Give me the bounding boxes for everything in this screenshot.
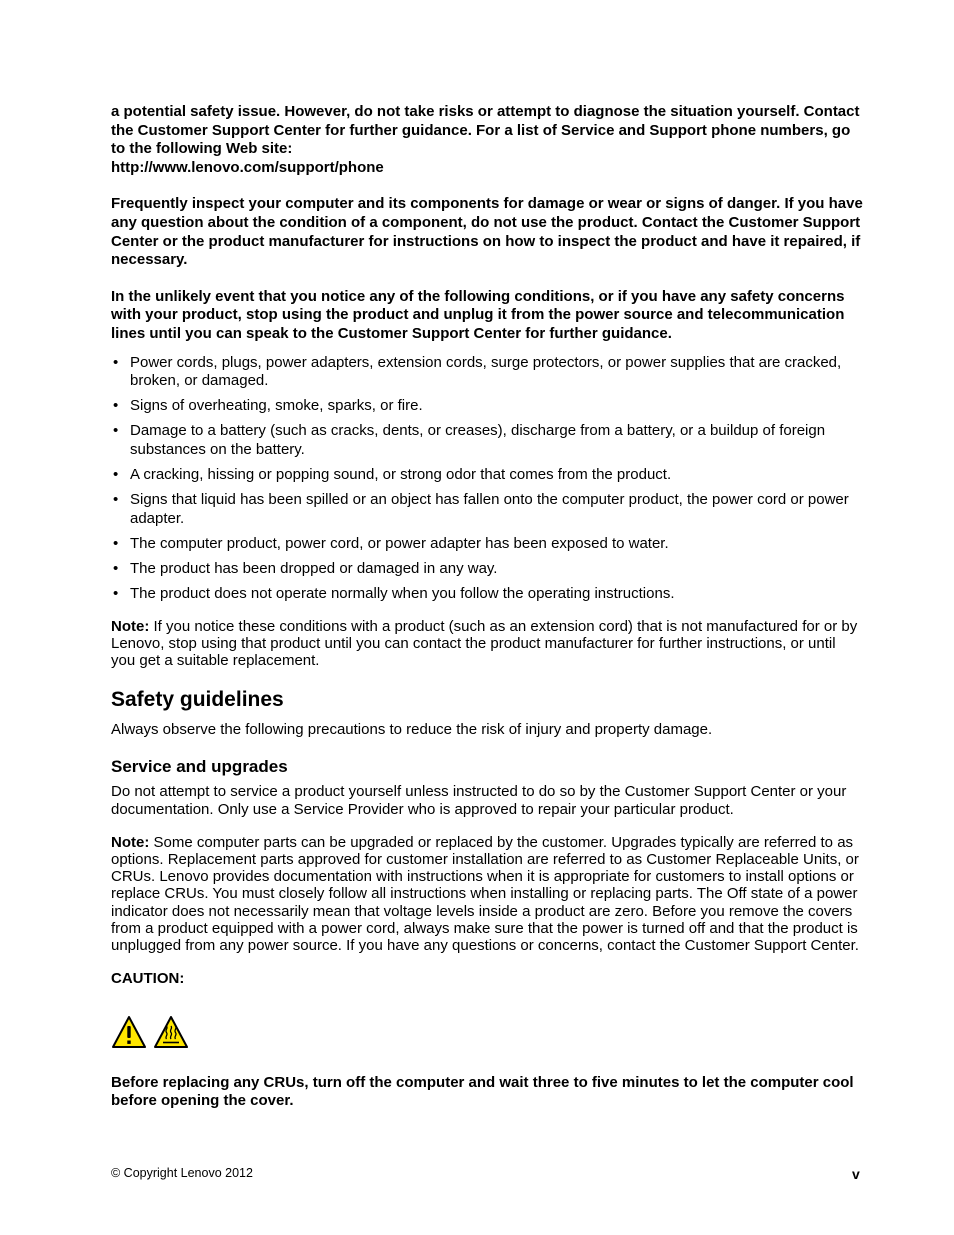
support-text: a potential safety issue. However, do not take risks or attempt to diagnose the situation yourself. Contact the Customer Support Center for further guidance. For a list of Service and Support phone numbers, go to the following Web site: [111, 103, 860, 158]
heading-service-upgrades: Service and upgrades [111, 757, 288, 777]
conditions-list [111, 354, 863, 604]
note-text: Some computer parts can be upgraded or replaced by the customer. Upgrades typically are referred to as options. Replacement parts approved for customer installation are referred to as Customer Replaceable Units, or CRUs. Lenovo provides documentation with instructions when it is appropriate for customers to install options or replace CRUs. You must closely follow all instructions when installing or replacing parts. The Off state of a power indicator does not necessarily mean that voltage levels inside a product are zero. Before you remove the covers from a product equipped with a power cord, always make sure that the power is turned off and that the product is unplugged from any power source. If you have any questions or concerns, contact the Customer Support Center. [111, 833, 859, 954]
inspect-paragraph: Frequently inspect your computer and its components for damage or wear or signs of danger. If you have any question about the condition of a component, do not use the product. Contact the Customer Support Center or the product manufacturer for instructions on how to inspect the product and have it repaired, if necessary. [111, 195, 863, 269]
list-item: • The product does not operate normally when you follow the operating instructions. [113, 584, 675, 602]
caution-label: CAUTION: [111, 970, 185, 988]
bullet-icon: • [113, 534, 119, 552]
page-content [111, 103, 863, 1111]
note-conditions [111, 618, 863, 670]
bullet-icon: • [113, 491, 119, 509]
list-item: • Power cords, plugs, power adapters, extension cords, surge protectors, or power supplies that are cracked, broken, or damaged. [113, 353, 842, 390]
warning-triangle-icon [111, 1015, 147, 1049]
bullet-icon: • [113, 397, 119, 415]
page-number: v [852, 1166, 860, 1182]
bullet-icon: • [113, 353, 119, 371]
service-paragraph: Do not attempt to service a product yourself unless instructed to do so by the Customer Support Center or your documentation. Only use a Service Provider who is approved to repair your particular product. [111, 783, 847, 818]
note-label: Note: [111, 833, 150, 851]
caution-text: Before replacing any CRUs, turn off the computer and wait three to five minutes to let the computer cool before opening the cover. [111, 1073, 854, 1110]
conditions-intro: In the unlikely event that you notice any of the following conditions, or if you have any safety concerns with your product, stop using the product and unplug it from the power source and telecommunication lines until you can speak to the Customer Support Center for further guidance. [111, 287, 845, 342]
note-text: If you notice these conditions with a product (such as an extension cord) that is not manufactured for or by Lenovo, stop using that product until you can contact the product manufacturer for further instructions, or until you get a suitable replacement. [111, 617, 858, 669]
list-item: • Signs that liquid has been spilled or an object has fallen onto the computer product, the power cord or power adapter. [113, 491, 849, 527]
support-url[interactable]: http://www.lenovo.com/support/phone [111, 158, 384, 176]
safety-intro: Always observe the following precautions to reduce the risk of injury and property damage. [111, 721, 713, 739]
heading-safety-guidelines: Safety guidelines [111, 688, 284, 712]
footer-copyright: © Copyright Lenovo 2012 [111, 1166, 253, 1180]
note-label: Note: [111, 617, 150, 635]
bullet-icon: • [113, 422, 119, 440]
list-item: • The computer product, power cord, or power adapter has been exposed to water. [113, 534, 669, 552]
list-item: • The product has been dropped or damaged in any way. [113, 559, 498, 577]
hot-surface-icon [153, 1015, 189, 1049]
list-item: • Damage to a battery (such as cracks, dents, or creases), discharge from a battery, or a buildup of foreign substances on the battery. [113, 422, 826, 458]
note-upgrades [111, 834, 863, 954]
bullet-icon: • [113, 559, 119, 577]
list-item: • Signs of overheating, smoke, sparks, or fire. [113, 397, 423, 415]
list-item: • A cracking, hissing or popping sound, or strong odor that comes from the product. [113, 466, 672, 483]
bullet-icon: • [113, 584, 119, 602]
bullet-icon: • [113, 466, 119, 483]
caution-icons [111, 1015, 863, 1049]
support-paragraph [111, 103, 863, 177]
